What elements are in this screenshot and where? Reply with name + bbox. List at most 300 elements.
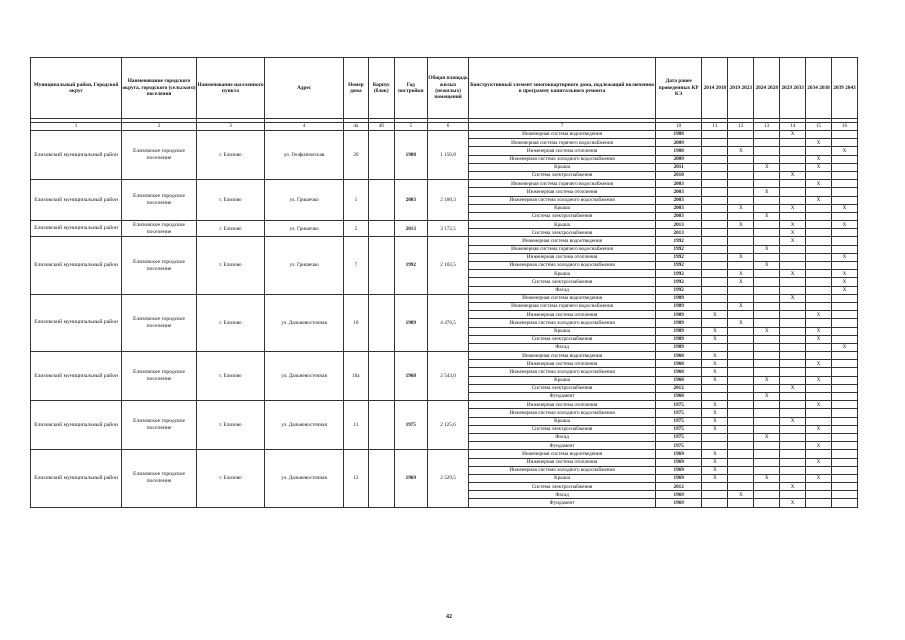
- settlement-cell: Елизовское городское поселение: [122, 294, 197, 351]
- period-mark-cell: X: [702, 458, 728, 466]
- period-mark-cell: X: [702, 360, 728, 368]
- area-cell: 2 543,0: [427, 352, 468, 401]
- table-row: [31, 221, 858, 229]
- period-mark-cell: [728, 433, 754, 441]
- period-mark-cell: [806, 131, 832, 139]
- period-mark-cell: [728, 262, 754, 270]
- period-mark-cell: X: [832, 286, 858, 294]
- period-mark-cell: X: [806, 425, 832, 433]
- period-mark-cell: [754, 352, 780, 360]
- period-mark-cell: X: [702, 401, 728, 409]
- repair-date-cell: 1989: [655, 311, 702, 319]
- period-mark-cell: X: [806, 474, 832, 482]
- period-mark-cell: [832, 433, 858, 441]
- column-number: 16: [832, 123, 858, 131]
- repair-date-cell: 2010: [655, 171, 702, 179]
- period-mark-cell: X: [806, 442, 832, 450]
- period-mark-cell: [702, 491, 728, 499]
- year-built-cell: 1989: [394, 294, 427, 351]
- address-cell: ул. Геофизическая: [265, 131, 344, 180]
- period-mark-cell: X: [728, 270, 754, 278]
- period-mark-cell: [754, 499, 780, 507]
- period-mark-cell: [832, 499, 858, 507]
- period-mark-cell: [780, 139, 806, 147]
- period-mark-cell: [702, 262, 728, 270]
- period-mark-cell: X: [754, 188, 780, 196]
- period-mark-cell: X: [780, 131, 806, 139]
- period-mark-cell: [832, 229, 858, 237]
- period-mark-cell: X: [780, 221, 806, 229]
- element-cell: Система электроснабжения: [469, 483, 656, 491]
- element-cell: Система электроснабжения: [469, 278, 656, 286]
- period-mark-cell: [832, 302, 858, 310]
- element-cell: Инженерная система холодного водоснабжения: [469, 155, 656, 163]
- period-mark-cell: [832, 425, 858, 433]
- period-mark-cell: X: [806, 311, 832, 319]
- element-cell: Система электроснабжения: [469, 171, 656, 179]
- period-mark-cell: [780, 491, 806, 499]
- building-cell: [368, 221, 394, 237]
- element-cell: Инженерная система отопления: [469, 311, 656, 319]
- period-mark-cell: X: [806, 360, 832, 368]
- period-mark-cell: X: [806, 335, 832, 343]
- period-mark-cell: X: [780, 229, 806, 237]
- area-cell: 1 156,8: [427, 131, 468, 180]
- period-mark-cell: X: [728, 147, 754, 155]
- repair-program-sheet: [30, 57, 858, 508]
- period-mark-cell: [832, 409, 858, 417]
- element-cell: Крыша: [469, 204, 656, 212]
- area-cell: 2 103,5: [427, 237, 468, 294]
- period-mark-cell: [806, 352, 832, 360]
- period-mark-cell: [754, 147, 780, 155]
- column-number: 15: [806, 123, 832, 131]
- period-mark-cell: X: [728, 221, 754, 229]
- period-mark-cell: [806, 368, 832, 376]
- period-mark-cell: [728, 466, 754, 474]
- building-cell: [368, 352, 394, 401]
- repair-date-cell: 2013: [655, 229, 702, 237]
- period-mark-cell: X: [806, 458, 832, 466]
- period-mark-cell: X: [728, 253, 754, 261]
- period-mark-cell: X: [702, 466, 728, 474]
- period-mark-cell: [702, 393, 728, 401]
- period-mark-cell: [728, 458, 754, 466]
- repair-date-cell: 1968: [655, 368, 702, 376]
- period-mark-cell: [754, 302, 780, 310]
- settlement-cell: Елизовское городское поселение: [122, 221, 197, 237]
- period-mark-cell: [728, 196, 754, 204]
- column-number: 5: [394, 123, 427, 131]
- column-number: 4б: [368, 123, 394, 131]
- period-mark-cell: [780, 458, 806, 466]
- address-cell: ул. Гришечко: [265, 221, 344, 237]
- period-mark-cell: [702, 139, 728, 147]
- period-mark-cell: [832, 450, 858, 458]
- period-mark-cell: [728, 311, 754, 319]
- period-mark-cell: [728, 417, 754, 425]
- column-number: 10: [655, 123, 702, 131]
- period-mark-cell: X: [832, 253, 858, 261]
- house-number-cell: 7: [343, 237, 368, 294]
- element-cell: Инженерная система отопления: [469, 188, 656, 196]
- element-cell: Фундамент: [469, 499, 656, 507]
- year-built-cell: 1988: [394, 131, 427, 180]
- building-cell: [368, 450, 394, 507]
- municipality-cell: Елизовский муниципальный район: [31, 401, 122, 450]
- house-number-cell: 5: [343, 221, 368, 237]
- period-mark-cell: [780, 327, 806, 335]
- repair-date-cell: 1992: [655, 262, 702, 270]
- period-mark-cell: [780, 286, 806, 294]
- period-mark-cell: [780, 147, 806, 155]
- repair-date-cell: 1988: [655, 147, 702, 155]
- period-mark-cell: [728, 384, 754, 392]
- element-cell: Система электроснабжения: [469, 425, 656, 433]
- locality-cell: г. Елизово: [196, 401, 264, 450]
- house-number-cell: 12: [343, 450, 368, 507]
- period-mark-cell: [806, 147, 832, 155]
- period-mark-cell: [806, 229, 832, 237]
- period-mark-cell: X: [702, 450, 728, 458]
- locality-cell: г. Елизово: [196, 450, 264, 507]
- settlement-cell: Елизовское городское поселение: [122, 352, 197, 401]
- period-mark-cell: X: [806, 139, 832, 147]
- element-cell: Инженерная система горячего водоснабжения: [469, 139, 656, 147]
- period-mark-cell: [702, 384, 728, 392]
- element-cell: Крыша: [469, 474, 656, 482]
- header-period-6: 2039 2043: [832, 58, 858, 119]
- period-mark-cell: [780, 245, 806, 253]
- repair-date-cell: 1968: [655, 352, 702, 360]
- period-mark-cell: [702, 221, 728, 229]
- period-mark-cell: [832, 335, 858, 343]
- municipality-cell: Елизовский муниципальный район: [31, 352, 122, 401]
- period-mark-cell: [754, 409, 780, 417]
- period-mark-cell: X: [832, 221, 858, 229]
- period-mark-cell: X: [702, 327, 728, 335]
- header-address: Адрес: [265, 58, 344, 119]
- period-mark-cell: [832, 384, 858, 392]
- address-cell: ул. Дальневосточная: [265, 294, 344, 351]
- element-cell: Фасад: [469, 343, 656, 351]
- period-mark-cell: [728, 327, 754, 335]
- repair-date-cell: 1969: [655, 474, 702, 482]
- period-mark-cell: [754, 442, 780, 450]
- period-mark-cell: X: [806, 180, 832, 188]
- period-mark-cell: [754, 131, 780, 139]
- period-mark-cell: [702, 286, 728, 294]
- period-mark-cell: [832, 155, 858, 163]
- period-mark-cell: [832, 171, 858, 179]
- period-mark-cell: [806, 393, 832, 401]
- period-mark-cell: [754, 450, 780, 458]
- period-mark-cell: [702, 483, 728, 491]
- header-period-1: 2014 2018: [702, 58, 728, 119]
- element-cell: Фундамент: [469, 442, 656, 450]
- element-cell: Инженерная система отопления: [469, 253, 656, 261]
- period-mark-cell: [728, 131, 754, 139]
- period-mark-cell: [780, 425, 806, 433]
- repair-date-cell: 1989: [655, 335, 702, 343]
- element-cell: Крыша: [469, 376, 656, 384]
- period-mark-cell: [728, 376, 754, 384]
- period-mark-cell: [728, 368, 754, 376]
- area-cell: 2 100,3: [427, 180, 468, 221]
- element-cell: Крыша: [469, 327, 656, 335]
- period-mark-cell: [702, 147, 728, 155]
- repair-date-cell: 2013: [655, 221, 702, 229]
- house-number-cell: 1: [343, 180, 368, 221]
- period-mark-cell: [702, 270, 728, 278]
- period-mark-cell: [832, 474, 858, 482]
- period-mark-cell: [832, 180, 858, 188]
- period-mark-cell: X: [728, 204, 754, 212]
- repair-date-cell: 1989: [655, 327, 702, 335]
- area-cell: 3 172,5: [427, 221, 468, 237]
- element-cell: Система электроснабжения: [469, 212, 656, 220]
- period-mark-cell: [780, 253, 806, 261]
- element-cell: Инженерная система горячего водоснабжения: [469, 245, 656, 253]
- header-year: Год постройки: [394, 58, 427, 119]
- period-mark-cell: [702, 442, 728, 450]
- period-mark-cell: [832, 188, 858, 196]
- period-mark-cell: [702, 319, 728, 327]
- period-mark-cell: X: [754, 376, 780, 384]
- period-mark-cell: [754, 237, 780, 245]
- element-cell: Система электроснабжения: [469, 384, 656, 392]
- period-mark-cell: [702, 302, 728, 310]
- element-cell: Крыша: [469, 221, 656, 229]
- repair-date-cell: 1969: [655, 458, 702, 466]
- period-mark-cell: [754, 180, 780, 188]
- municipality-cell: Елизовский муниципальный район: [31, 237, 122, 294]
- header-element: Конструктивный элемент многоквартирного дома, подлежащий включению в программу капитального ремонта: [469, 58, 656, 119]
- period-mark-cell: [832, 237, 858, 245]
- repair-date-cell: 1988: [655, 131, 702, 139]
- period-mark-cell: [832, 245, 858, 253]
- repair-date-cell: 1975: [655, 433, 702, 441]
- period-mark-cell: X: [754, 262, 780, 270]
- period-mark-cell: [754, 270, 780, 278]
- settlement-cell: Елизовское городское поселение: [122, 237, 197, 294]
- locality-cell: г. Елизово: [196, 237, 264, 294]
- column-number: 14: [780, 123, 806, 131]
- repair-date-cell: 2012: [655, 384, 702, 392]
- header-area: Общая площадь жилых (нежилых) помещений: [427, 58, 468, 119]
- period-mark-cell: [754, 425, 780, 433]
- period-mark-cell: X: [806, 376, 832, 384]
- period-mark-cell: X: [702, 474, 728, 482]
- header-locality: Наименование населенного пункта: [196, 58, 264, 119]
- period-mark-cell: [806, 237, 832, 245]
- period-mark-cell: [702, 196, 728, 204]
- repair-date-cell: 2009: [655, 139, 702, 147]
- area-cell: 4 476,5: [427, 294, 468, 351]
- table-body: [31, 131, 858, 508]
- header-period-4: 2029 2033: [780, 58, 806, 119]
- period-mark-cell: [728, 212, 754, 220]
- period-mark-cell: [754, 196, 780, 204]
- period-mark-cell: [754, 139, 780, 147]
- element-cell: Инженерная система отопления: [469, 360, 656, 368]
- repair-date-cell: 1992: [655, 270, 702, 278]
- period-mark-cell: [832, 131, 858, 139]
- period-mark-cell: [754, 286, 780, 294]
- period-mark-cell: [754, 343, 780, 351]
- period-mark-cell: X: [780, 204, 806, 212]
- period-mark-cell: [780, 442, 806, 450]
- period-mark-cell: [780, 360, 806, 368]
- period-mark-cell: [728, 401, 754, 409]
- period-mark-cell: [806, 319, 832, 327]
- period-mark-cell: X: [806, 163, 832, 171]
- period-mark-cell: [754, 360, 780, 368]
- settlement-cell: Елизовское городское поселение: [122, 401, 197, 450]
- period-mark-cell: [780, 450, 806, 458]
- period-mark-cell: [754, 221, 780, 229]
- period-mark-cell: X: [832, 204, 858, 212]
- table-row: [31, 450, 858, 458]
- period-mark-cell: [806, 343, 832, 351]
- element-cell: Инженерная система водоотведения: [469, 450, 656, 458]
- element-cell: Крыша: [469, 163, 656, 171]
- municipality-cell: Елизовский муниципальный район: [31, 221, 122, 237]
- repair-date-cell: 2003: [655, 212, 702, 220]
- repair-date-cell: 2003: [655, 180, 702, 188]
- period-mark-cell: [728, 483, 754, 491]
- period-mark-cell: [806, 384, 832, 392]
- period-mark-cell: [728, 180, 754, 188]
- period-mark-cell: [780, 474, 806, 482]
- period-mark-cell: X: [728, 302, 754, 310]
- period-mark-cell: [702, 171, 728, 179]
- repair-date-cell: 1975: [655, 401, 702, 409]
- period-mark-cell: [806, 262, 832, 270]
- period-mark-cell: X: [702, 368, 728, 376]
- period-mark-cell: [780, 376, 806, 384]
- period-mark-cell: [832, 466, 858, 474]
- period-mark-cell: X: [702, 376, 728, 384]
- element-cell: Инженерная система водоотведения: [469, 131, 656, 139]
- period-mark-cell: [728, 442, 754, 450]
- repair-date-cell: 1992: [655, 278, 702, 286]
- period-mark-cell: [806, 204, 832, 212]
- period-mark-cell: [754, 204, 780, 212]
- period-mark-cell: [702, 188, 728, 196]
- period-mark-cell: [780, 180, 806, 188]
- period-mark-cell: X: [780, 499, 806, 507]
- period-mark-cell: [728, 237, 754, 245]
- period-mark-cell: [832, 163, 858, 171]
- repair-date-cell: 1969: [655, 491, 702, 499]
- header-house: Номер дома: [343, 58, 368, 119]
- period-mark-cell: X: [780, 483, 806, 491]
- period-mark-cell: [728, 245, 754, 253]
- period-mark-cell: [754, 278, 780, 286]
- period-mark-cell: [832, 393, 858, 401]
- period-mark-cell: [780, 433, 806, 441]
- period-mark-cell: [806, 417, 832, 425]
- period-mark-cell: X: [832, 343, 858, 351]
- repair-date-cell: 1992: [655, 253, 702, 261]
- period-mark-cell: [806, 221, 832, 229]
- period-mark-cell: [832, 311, 858, 319]
- period-mark-cell: [728, 409, 754, 417]
- repair-date-cell: 1975: [655, 417, 702, 425]
- repair-date-cell: 2003: [655, 204, 702, 212]
- repair-date-cell: 2012: [655, 483, 702, 491]
- period-mark-cell: [806, 450, 832, 458]
- period-mark-cell: [780, 368, 806, 376]
- element-cell: Инженерная система холодного водоснабжения: [469, 368, 656, 376]
- repair-date-cell: 1975: [655, 409, 702, 417]
- period-mark-cell: X: [702, 417, 728, 425]
- period-mark-cell: [702, 343, 728, 351]
- header-building: Корпус (блок): [368, 58, 394, 119]
- period-mark-cell: [832, 352, 858, 360]
- period-mark-cell: [728, 360, 754, 368]
- period-mark-cell: [806, 245, 832, 253]
- header-row: [31, 58, 858, 119]
- header-period-5: 2034 2038: [806, 58, 832, 119]
- period-mark-cell: [806, 302, 832, 310]
- period-mark-cell: [754, 483, 780, 491]
- repair-date-cell: 2009: [655, 155, 702, 163]
- element-cell: Крыша: [469, 417, 656, 425]
- period-mark-cell: [832, 401, 858, 409]
- period-mark-cell: [806, 433, 832, 441]
- locality-cell: г. Елизово: [196, 294, 264, 351]
- period-mark-cell: X: [702, 352, 728, 360]
- period-mark-cell: [832, 458, 858, 466]
- page-number: 42: [446, 614, 452, 620]
- repair-date-cell: 2011: [655, 163, 702, 171]
- period-mark-cell: [832, 139, 858, 147]
- column-number: 1: [31, 123, 122, 131]
- period-mark-cell: [754, 466, 780, 474]
- period-mark-cell: [806, 188, 832, 196]
- element-cell: Инженерная система холодного водоснабжения: [469, 409, 656, 417]
- year-built-cell: 1975: [394, 401, 427, 450]
- period-mark-cell: [754, 491, 780, 499]
- header-settlement: Наименование городского округа, городского (сельского) поселения: [122, 58, 197, 119]
- period-mark-cell: [806, 466, 832, 474]
- period-mark-cell: X: [806, 155, 832, 163]
- period-mark-cell: [728, 286, 754, 294]
- repair-date-cell: 1969: [655, 466, 702, 474]
- period-mark-cell: [702, 155, 728, 163]
- period-mark-cell: X: [754, 245, 780, 253]
- period-mark-cell: [728, 155, 754, 163]
- period-mark-cell: [754, 417, 780, 425]
- repair-date-cell: 1992: [655, 245, 702, 253]
- element-cell: Инженерная система горячего водоснабжения: [469, 302, 656, 310]
- element-cell: Система электроснабжения: [469, 335, 656, 343]
- period-mark-cell: [754, 171, 780, 179]
- period-mark-cell: [728, 343, 754, 351]
- period-mark-cell: [832, 483, 858, 491]
- header-period-2: 2019 2023: [728, 58, 754, 119]
- period-mark-cell: [780, 466, 806, 474]
- period-mark-cell: [832, 376, 858, 384]
- period-mark-cell: [806, 499, 832, 507]
- address-cell: ул. Гришечко: [265, 237, 344, 294]
- table-row: [31, 237, 858, 245]
- period-mark-cell: [702, 433, 728, 441]
- period-mark-cell: [728, 499, 754, 507]
- element-cell: Инженерная система холодного водоснабжения: [469, 196, 656, 204]
